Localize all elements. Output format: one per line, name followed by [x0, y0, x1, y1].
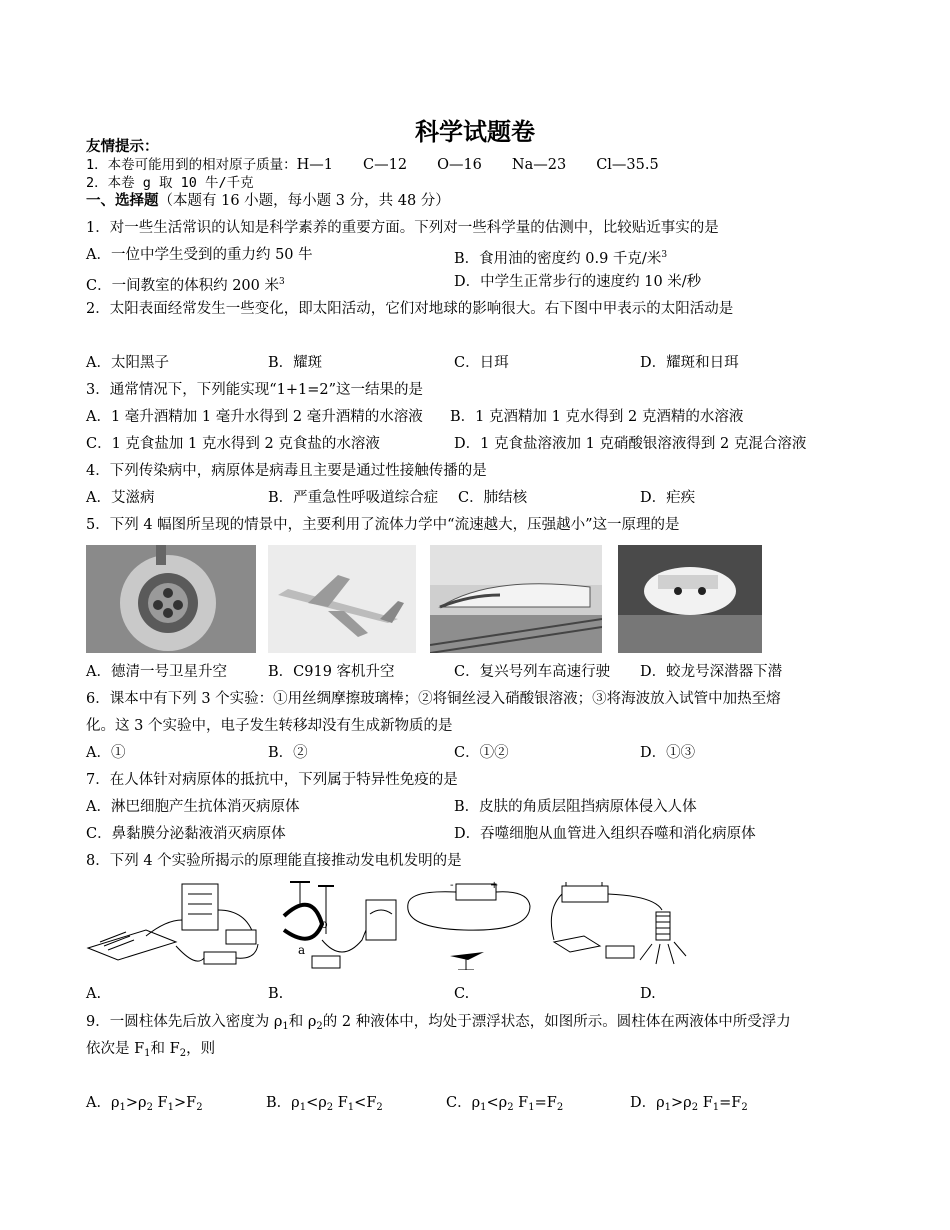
mass-c: C—12 — [363, 157, 408, 173]
mass-o: O—16 — [437, 157, 482, 173]
q9-stem-2a: 依次是 F — [86, 1041, 145, 1057]
page-title: 科学试题卷 — [415, 118, 535, 146]
q9-c-3: F — [513, 1095, 529, 1111]
q9-option-b[interactable] — [266, 1094, 383, 1117]
tips-heading: 友情提示： — [86, 139, 159, 155]
q8-diagram-d — [544, 880, 694, 970]
q5-option-d[interactable]: D．蛟龙号深潜器下潜 — [640, 664, 783, 680]
train-photo — [430, 545, 602, 653]
q9-c-s3: 1 — [528, 1102, 535, 1113]
q6-option-d[interactable]: D．①③ — [640, 745, 696, 761]
q7-option-d[interactable]: D．吞噬细胞从血管进入组织吞噬和消化病原体 — [454, 826, 756, 842]
q5-option-b[interactable]: B．C919 客机升空 — [268, 664, 395, 680]
q8-b-label-b: b — [320, 917, 328, 931]
q9-a-s4: 2 — [196, 1102, 203, 1113]
q1-stem: 1．对一些生活常识的认知是科学素养的重要方面。下列对一些科学量的估测中，比较贴近事实的是 — [86, 220, 719, 236]
q9-sub-2: 2 — [316, 1021, 323, 1032]
q8-c-label-plus: + — [490, 880, 499, 891]
section-note: （本题有 16 小题，每小题 3 分，共 48 分） — [158, 193, 450, 209]
q6-option-b[interactable]: B．② — [268, 745, 308, 761]
q1-option-a[interactable]: A．一位中学生受到的重力约 50 牛 — [86, 247, 313, 263]
q9-c-2: <ρ — [486, 1095, 508, 1111]
q9-sub-1: 1 — [282, 1021, 289, 1032]
q9-option-a[interactable] — [86, 1094, 203, 1117]
q9-a-3: F — [152, 1095, 168, 1111]
q8-diagram-a — [86, 880, 266, 970]
q9-b-s1: 1 — [299, 1102, 307, 1113]
q9-stem-1b: 和 ρ — [288, 1014, 317, 1030]
q3-stem: 3．通常情况下，下列能实现“1+1=2”这一结果的是 — [86, 382, 424, 398]
tips-line-2: 2．本卷 g 取 10 牛/千克 — [86, 175, 254, 191]
q9-d-s1: 1 — [664, 1102, 672, 1113]
q9-d-s3: 1 — [712, 1102, 720, 1113]
q9-stem-line-2 — [86, 1040, 215, 1063]
q9-d-s2: 2 — [691, 1102, 699, 1113]
q1-option-c-text: C．一间教室的体积约 200 米 — [86, 278, 279, 294]
q2-option-c[interactable]: C．日珥 — [454, 355, 509, 371]
q2-option-d[interactable]: D．耀斑和日珥 — [640, 355, 739, 371]
tips-line-1 — [86, 156, 659, 174]
q9-c-s1: 1 — [480, 1102, 487, 1113]
q9-b-s3: 1 — [347, 1102, 355, 1113]
q9-d-3: F — [698, 1095, 713, 1111]
q9-d-2: >ρ — [671, 1095, 692, 1111]
q4-stem: 4．下列传染病中，病原体是病毒且主要是通过性接触传播的是 — [86, 463, 487, 479]
q9-sub-3: 1 — [144, 1048, 151, 1059]
q2-stem: 2．太阳表面经常发生一些变化，即太阳活动，它们对地球的影响很大。右下图中甲表示的太阳活动是 — [86, 301, 734, 317]
q2-option-b[interactable]: B．耀斑 — [268, 355, 323, 371]
satellite-photo — [86, 545, 256, 653]
q9-d-4: =F — [719, 1095, 742, 1111]
q9-option-d[interactable] — [630, 1094, 748, 1117]
q5-option-c[interactable]: C．复兴号列车高速行驶 — [454, 664, 611, 680]
q9-a-s1: 1 — [119, 1102, 126, 1113]
q9-a-s3: 1 — [167, 1102, 174, 1113]
q9-a-1: A．ρ — [86, 1095, 120, 1111]
q1-option-b-text: B．食用油的密度约 0.9 千克/米 — [454, 251, 662, 267]
q1-option-b-sup: 3 — [661, 250, 668, 260]
q4-option-b[interactable]: B．严重急性呼吸道综合症 — [268, 490, 439, 506]
section-title: 一、选择题 — [86, 193, 159, 209]
q8-c-label-minus: - — [450, 880, 454, 891]
q9-stem-2b: 和 F — [150, 1041, 180, 1057]
q9-sub-4: 2 — [179, 1048, 187, 1059]
q9-stem-line-1 — [86, 1013, 791, 1036]
q9-d-1: D．ρ — [630, 1095, 665, 1111]
q9-stem-1a: 9．一圆柱体先后放入密度为 ρ — [86, 1014, 283, 1030]
q9-b-s4: 2 — [376, 1102, 383, 1113]
q7-option-c[interactable]: C．鼻黏膜分泌黏液消灭病原体 — [86, 826, 286, 842]
section-heading — [86, 192, 450, 210]
q8-diagram-b — [282, 880, 402, 970]
q9-c-s2: 2 — [507, 1102, 514, 1113]
q1-option-b[interactable] — [454, 246, 667, 268]
q9-stem-1c: 的 2 种液体中，均处于漂浮状态，如图所示。圆柱体在两液体中所受浮力 — [322, 1014, 791, 1030]
q9-option-c[interactable] — [446, 1094, 563, 1117]
q5-option-a[interactable]: A．德清一号卫星升空 — [86, 664, 227, 680]
q9-a-2: >ρ — [125, 1095, 147, 1111]
airplane-photo — [268, 545, 416, 653]
q8-option-d[interactable]: D. — [640, 986, 656, 1002]
q6-option-c[interactable]: C．①② — [454, 745, 509, 761]
q3-option-b[interactable]: B．1 克酒精加 1 克水得到 2 克酒精的水溶液 — [450, 409, 744, 425]
q8-option-a[interactable]: A. — [86, 986, 102, 1002]
q6-option-a[interactable]: A．① — [86, 745, 126, 761]
q8-option-c[interactable]: C. — [454, 986, 470, 1002]
q7-option-a[interactable]: A．淋巴细胞产生抗体消灭病原体 — [86, 799, 300, 815]
q7-stem: 7．在人体针对病原体的抵抗中，下列属于特异性免疫的是 — [86, 772, 458, 788]
q9-c-4: =F — [534, 1095, 557, 1111]
q8-b-label-a: a — [298, 943, 306, 957]
q4-option-d[interactable]: D．疟疾 — [640, 490, 696, 506]
q9-a-s2: 2 — [146, 1102, 153, 1113]
q3-option-a[interactable]: A．1 毫升酒精加 1 毫升水得到 2 毫升酒精的水溶液 — [86, 409, 423, 425]
q1-option-d[interactable]: D．中学生正常步行的速度约 10 米/秒 — [454, 274, 702, 290]
mass-na: Na—23 — [511, 157, 567, 173]
q5-stem: 5．下列 4 幅图所呈现的情景中，主要利用了流体力学中“流速越大，压强越小”这一原理的是 — [86, 517, 680, 533]
q8-option-b[interactable]: B. — [268, 986, 284, 1002]
q4-option-a[interactable]: A．艾滋病 — [86, 490, 155, 506]
q4-option-c[interactable]: C．肺结核 — [458, 490, 528, 506]
q6-stem-line-2: 化。这 3 个实验中，电子发生转移却没有生成新物质的是 — [86, 718, 453, 734]
q9-d-s4: 2 — [741, 1102, 748, 1113]
q9-b-4: <F — [354, 1095, 377, 1111]
q1-option-c-sup: 3 — [279, 277, 285, 287]
q2-option-a[interactable]: A．太阳黑子 — [86, 355, 169, 371]
tips-line-1-prefix: 1．本卷可能用到的相对原子质量： — [86, 157, 297, 173]
q6-stem-line-1: 6．课本中有下列 3 个实验：①用丝绸摩擦玻璃棒；②将铜丝浸入硝酸银溶液；③将海波放入试管中加热至熔 — [86, 691, 781, 707]
q9-b-s2: 2 — [326, 1102, 334, 1113]
submersible-photo — [618, 545, 762, 653]
q3-option-d[interactable]: D．1 克食盐溶液加 1 克硝酸银溶液得到 2 克混合溶液 — [454, 436, 807, 452]
mass-h: H—1 — [296, 157, 334, 173]
q9-b-1: B．ρ — [266, 1095, 300, 1111]
q1-option-c[interactable] — [86, 273, 285, 295]
q9-b-2: <ρ — [306, 1095, 327, 1111]
q9-a-4: >F — [173, 1095, 197, 1111]
q7-option-b[interactable]: B．皮肤的角质层阻挡病原体侵入人体 — [454, 799, 697, 815]
q8-diagram-c — [404, 880, 536, 970]
q8-stem: 8．下列 4 个实验所揭示的原理能直接推动发电机发明的是 — [86, 853, 462, 869]
q9-c-1: C．ρ — [446, 1095, 481, 1111]
q9-c-s4: 2 — [556, 1102, 564, 1113]
q9-stem-2c: ，则 — [186, 1041, 216, 1057]
q9-b-3: F — [333, 1095, 348, 1111]
mass-cl: Cl—35.5 — [596, 157, 659, 173]
q3-option-c[interactable]: C．1 克食盐加 1 克水得到 2 克食盐的水溶液 — [86, 436, 380, 452]
